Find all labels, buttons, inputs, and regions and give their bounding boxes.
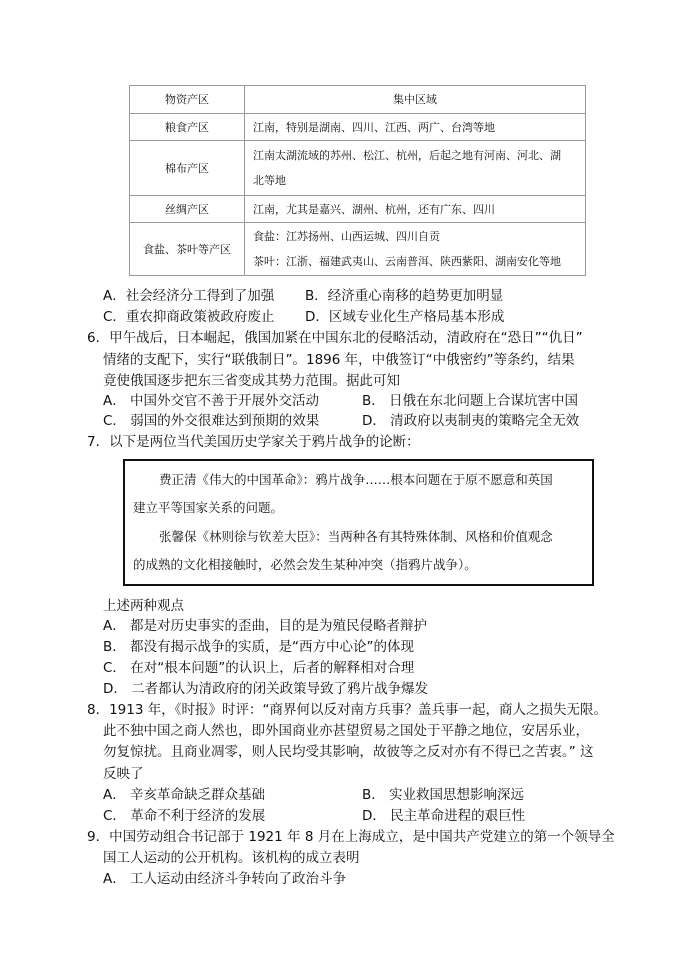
q7-option-b: B． 都没有揭示战争的实质，是“西方中心论”的体现	[103, 639, 415, 655]
q8-option-c: C． 革命不利于经济的发展	[103, 808, 266, 824]
q8-stem-line: 8．1913 年，《时报》时评：“商界何以反对南方兵事？盖兵事一起，商人之损失无限。	[87, 702, 607, 718]
table-cell-region: 粮食产区	[130, 114, 245, 141]
table-cell-region: 棉布产区	[130, 141, 245, 196]
table-cell-area	[245, 141, 586, 196]
q7-lead: 上述两种观点	[103, 598, 184, 614]
q5-option-b: B．经济重心南移的趋势更加明显	[305, 288, 504, 304]
table-header-row	[130, 86, 586, 114]
q8-option-a: A． 辛亥革命缺乏群众基础	[103, 787, 266, 803]
quote-line: 建立平等国家关系的问题。	[133, 500, 284, 515]
q5-option-d: D．区域专业化生产格局基本形成	[305, 309, 505, 325]
q7-stem: 7．以下是两位当代美国历史学家关于鸦片战争的论断：	[87, 434, 420, 450]
q7-option-c: C． 在对“根本问题”的认识上，后者的解释相对合理	[103, 660, 415, 676]
q9-stem-line: 国工人运动的公开机构。该机构的成立表明	[103, 850, 360, 866]
product-region-table	[129, 85, 586, 276]
cell-line: 北等地	[253, 174, 286, 187]
table-header-cell: 物资产区	[130, 86, 245, 114]
cell-line: 江南，尤其是嘉兴、湖州、杭州，还有广东、四川	[253, 202, 495, 216]
quote-line: 张馨保《林则徐与钦差大臣》：当两种各有其特殊体制、风格和价值观念	[159, 529, 553, 544]
q8-option-b: B． 实业救国思想影响深远	[362, 787, 525, 803]
table-cell-region: 食盐、茶叶等产区	[130, 223, 245, 276]
table-cell-area	[245, 223, 586, 276]
table-cell-area	[245, 196, 586, 223]
q9-option-a: A． 工人运动由经济斗争转向了政治斗争	[103, 871, 347, 887]
table-row	[130, 223, 586, 276]
q6-option-a: A． 中国外交官不善于开展外交活动	[103, 393, 320, 409]
q6-stem-line: 情绪的支配下，实行“联俄制日”。1896 年，中俄签订“中俄密约”等条约，结果	[103, 352, 575, 368]
q7-option-d: D． 二者都认为清政府的闭关政策导致了鸦片战争爆发	[103, 681, 429, 697]
cell-line: 江南太湖流域的苏州、松江、杭州，后起之地有河南、河北、湖	[253, 149, 561, 162]
q5-option-a: A．社会经济分工得到了加强	[103, 288, 275, 304]
q9-stem-line: 9．中国劳动组合书记部于 1921 年 8 月在上海成立，是中国共产党建立的第一个领导全	[87, 829, 615, 845]
q6-stem-line: 6．甲午战后，日本崛起，俄国加紧在中国东北的侵略活动，清政府在“恐日”“仇日”	[87, 330, 583, 346]
table-row	[130, 141, 586, 196]
q6-option-d: D． 清政府以夷制夷的策略完全无效	[362, 413, 580, 429]
table-cell-area	[245, 114, 586, 141]
table-cell-region: 丝绸产区	[130, 196, 245, 223]
q8-stem-line: 此不独中国之商人然也，即外国商业亦甚望贸易之国处于平静之地位，安居乐业，	[103, 723, 589, 739]
q7-option-a: A． 都是对历史事实的歪曲，目的是为殖民侵略者辩护	[103, 618, 428, 634]
q6-option-c: C． 弱国的外交很难达到预期的效果	[103, 413, 320, 429]
table-row	[130, 114, 586, 141]
cell-line: 食盐：江苏扬州、山西运城、四川自贡	[253, 230, 440, 243]
cell-line: 茶叶：江浙、福建武夷山、云南普洱、陕西紫阳、湖南安化等地	[253, 255, 561, 268]
q6-option-b: B． 日俄在东北问题上合谋坑害中国	[362, 393, 579, 409]
q6-stem-line: 竟使俄国逐步把东三省变成其势力范围。据此可知	[103, 373, 400, 389]
quote-line: 的成熟的文化相接触时，必然会发生某种冲突（指鸦片战争）。	[133, 557, 477, 572]
table-header-cell: 集中区域	[245, 86, 586, 114]
q8-stem-line: 勿复惊扰。且商业凋零，则人民均受其影响，故彼等之反对亦有不得已之苦衷。” 这	[103, 744, 594, 760]
table-row	[130, 196, 586, 223]
q8-stem-line: 反映了	[103, 766, 144, 782]
q5-option-c: C．重农抑商政策被政府废止	[103, 309, 275, 325]
q8-option-d: D． 民主革命进程的艰巨性	[362, 808, 526, 824]
quote-line: 费正清《伟大的中国革命》：鸦片战争……根本问题在于原不愿意和英国	[159, 472, 553, 487]
cell-line: 江南，特别是湖南、四川、江西、两广、台湾等地	[253, 120, 495, 134]
q7-quote-box	[123, 459, 594, 586]
